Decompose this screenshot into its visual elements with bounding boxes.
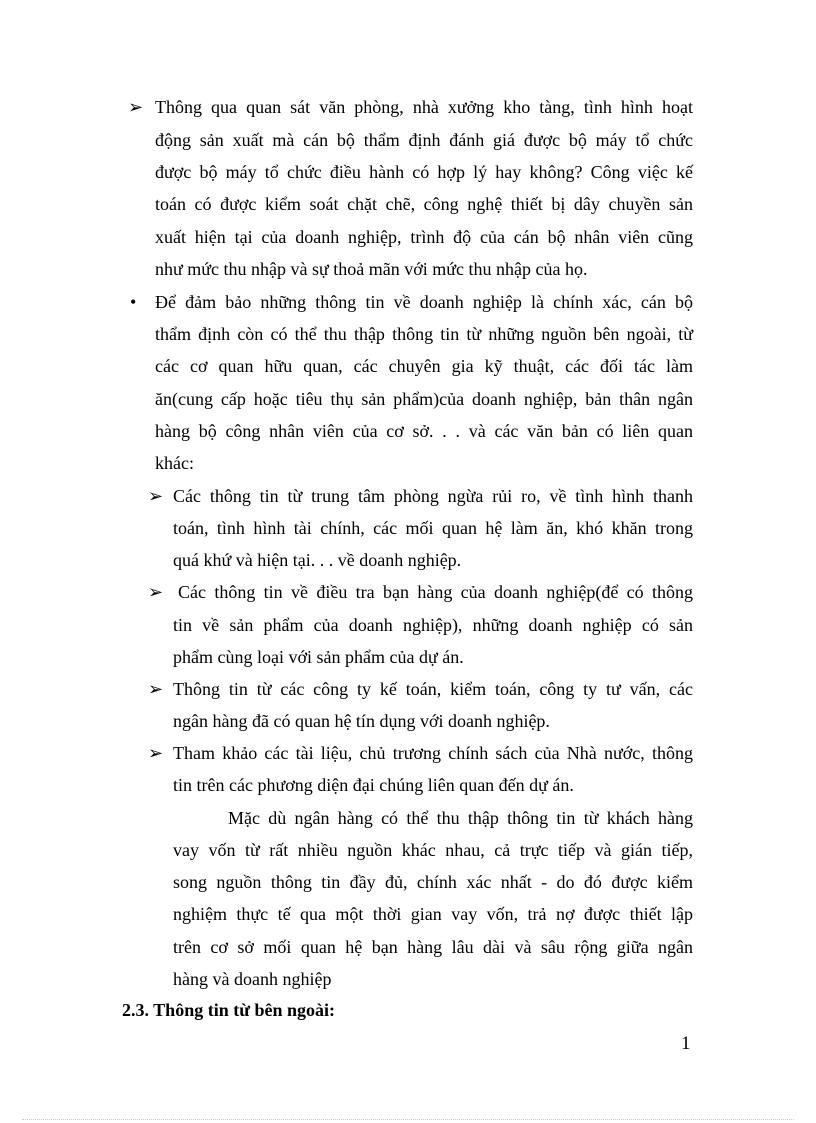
paragraph-line: Tham khảo các tài liệu, chủ trương chính sách của Nhà nước, thông bbox=[173, 743, 693, 763]
paragraph-line: tin trên các phương diện đại chúng liên quan đến dự án. bbox=[173, 775, 574, 795]
paragraph-line: hàng và doanh nghiệp bbox=[173, 969, 332, 989]
paragraph-line: ngân hàng đã có quan hệ tín dụng với doanh nghiệp. bbox=[173, 711, 550, 731]
arrow-bullet-icon: ➢ bbox=[148, 679, 164, 699]
paragraph-line: các cơ quan hữu quan, các chuyên gia kỹ thuật, các đối tác làm bbox=[155, 356, 693, 376]
paragraph-line: Các thông tin từ trung tâm phòng ngừa rủi ro, về tình hình thanh bbox=[173, 486, 693, 506]
paragraph-line: được bộ máy tổ chức điều hành có hợp lý hay không? Công việc kế bbox=[155, 162, 693, 182]
paragraph-line: song nguồn thông tin đầy đủ, chính xác nhất - do đó được kiểm bbox=[173, 872, 693, 892]
paragraph-line: toán, tình hình tài chính, các mối quan hệ làm ăn, khó khăn trong bbox=[173, 518, 693, 538]
paragraph-line: thẩm định còn có thể thu thập thông tin từ những nguồn bên ngoài, từ bbox=[155, 324, 693, 344]
paragraph-line: tin về sản phẩm của doanh nghiệp), những doanh nghiệp có sản bbox=[173, 615, 693, 635]
paragraph-line: Thông qua quan sát văn phòng, nhà xưởng kho tàng, tình hình hoạt bbox=[155, 97, 693, 117]
paragraph-line: hàng bộ công nhân viên của cơ sở. . . và các văn bản có liên quan bbox=[155, 421, 693, 441]
paragraph-line: như mức thu nhập và sự thoả mãn với mức thu nhập của họ. bbox=[155, 259, 588, 279]
arrow-bullet-icon: ➢ bbox=[148, 582, 164, 602]
paragraph-line: Các thông tin về điều tra bạn hàng của doanh nghiệp(để có thông bbox=[178, 582, 693, 602]
paragraph-line: động sản xuất mà cán bộ thẩm định đánh giá được bộ máy tổ chức bbox=[155, 130, 693, 150]
round-bullet-icon: • bbox=[130, 292, 137, 312]
page-bottom-divider bbox=[22, 1119, 794, 1120]
paragraph-line: nghiệm thực tế qua một thời gian vay vốn, trả nợ được thiết lập bbox=[173, 904, 693, 924]
paragraph-line: trên cơ sở mối quan hệ bạn hàng lâu dài và sâu rộng giữa ngân bbox=[173, 937, 693, 957]
paragraph-line: toán có được kiểm soát chặt chẽ, công nghệ thiết bị dây chuyền sản bbox=[155, 194, 693, 214]
page-number: 1 bbox=[681, 1033, 691, 1054]
arrow-bullet-icon: ➢ bbox=[128, 97, 144, 117]
arrow-bullet-icon: ➢ bbox=[148, 486, 164, 506]
paragraph-line: quá khứ và hiện tại. . . về doanh nghiệp. bbox=[173, 550, 462, 570]
paragraph-line: xuất hiện tại của doanh nghiệp, trình độ của cán bộ nhân viên cũng bbox=[155, 227, 693, 247]
paragraph-line: Để đảm bảo những thông tin về doanh nghiệp là chính xác, cán bộ bbox=[155, 292, 693, 312]
paragraph-line: phẩm cùng loại với sản phẩm của dự án. bbox=[173, 647, 464, 667]
paragraph-line: Mặc dù ngân hàng có thể thu thập thông tin từ khách hàng bbox=[228, 808, 693, 828]
arrow-bullet-icon: ➢ bbox=[148, 743, 164, 763]
paragraph-line: vay vốn từ rất nhiều nguồn khác nhau, cả trực tiếp và gián tiếp, bbox=[173, 840, 693, 860]
paragraph-line: Thông tin từ các công ty kế toán, kiểm toán, công ty tư vấn, các bbox=[173, 679, 693, 699]
section-heading: 2.3. Thông tin từ bên ngoài: bbox=[122, 1000, 336, 1020]
paragraph-line: khác: bbox=[155, 453, 194, 473]
paragraph-line: ăn(cung cấp hoặc tiêu thụ sản phẩm)của doanh nghiệp, bản thân ngân bbox=[155, 389, 693, 409]
